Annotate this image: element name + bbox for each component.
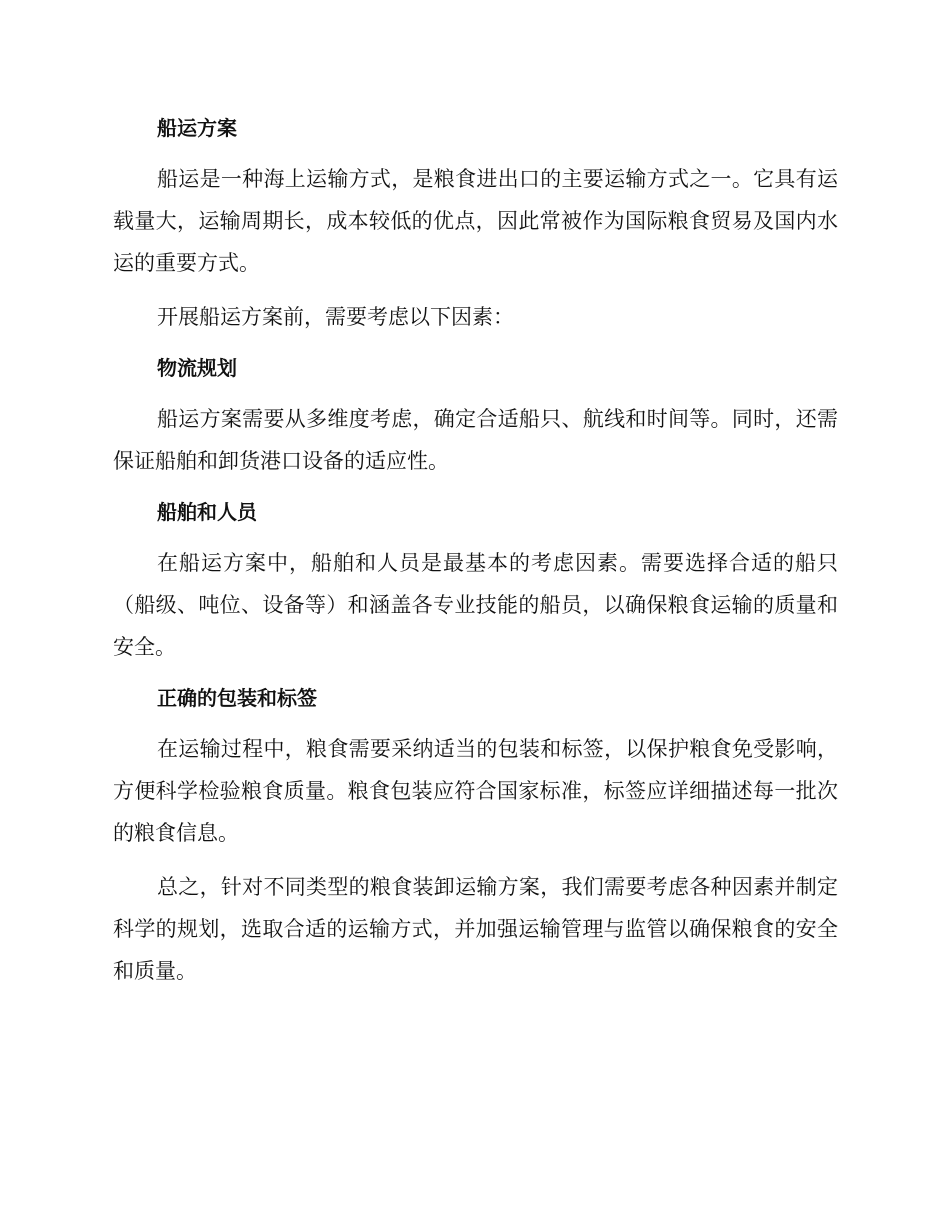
- section-heading-ships-crew: 船舶和人员: [157, 500, 257, 524]
- paragraph-factors-intro: 开展船运方案前，需要考虑以下因素：: [157, 305, 514, 329]
- paragraph-conclusion: 总之，针对不同类型的粮食装卸运输方案，我们需要考虑各种因素并制定科学的规划，选取合适的运输方式，并加强运输管理与监管以确保粮食的安全和质量。: [113, 875, 838, 983]
- section-heading-packaging: 正确的包装和标签: [157, 686, 317, 710]
- document-page: [113, 110, 838, 1004]
- section-heading-shipping-plan: 船运方案: [157, 116, 237, 140]
- paragraph-shipping-intro: 船运是一种海上运输方式，是粮食进出口的主要运输方式之一。它具有运载量大，运输周期长，成本较低的优点，因此常被作为国际粮食贸易及国内水运的重要方式。: [113, 167, 838, 275]
- paragraph-packaging: 在运输过程中，粮食需要采纳适当的包装和标签，以保护粮食免受影响， 方便科学检验粮食质量。粮食包装应符合国家标准，标签应详细描述每一批次的粮食信息。: [113, 737, 838, 845]
- section-heading-logistics: 物流规划: [157, 356, 237, 380]
- paragraph-logistics: 船运方案需要从多维度考虑，确定合适船只、航线和时间等。同时，还需保证船舶和卸货港口设备的适应性。: [113, 407, 838, 473]
- paragraph-ships-crew: 在船运方案中，船舶和人员是最基本的考虑因素。需要选择合适的船只（船级、吨位、设备等）和涵盖各专业技能的船员，以确保粮食运输的质量和安全。: [113, 551, 838, 659]
